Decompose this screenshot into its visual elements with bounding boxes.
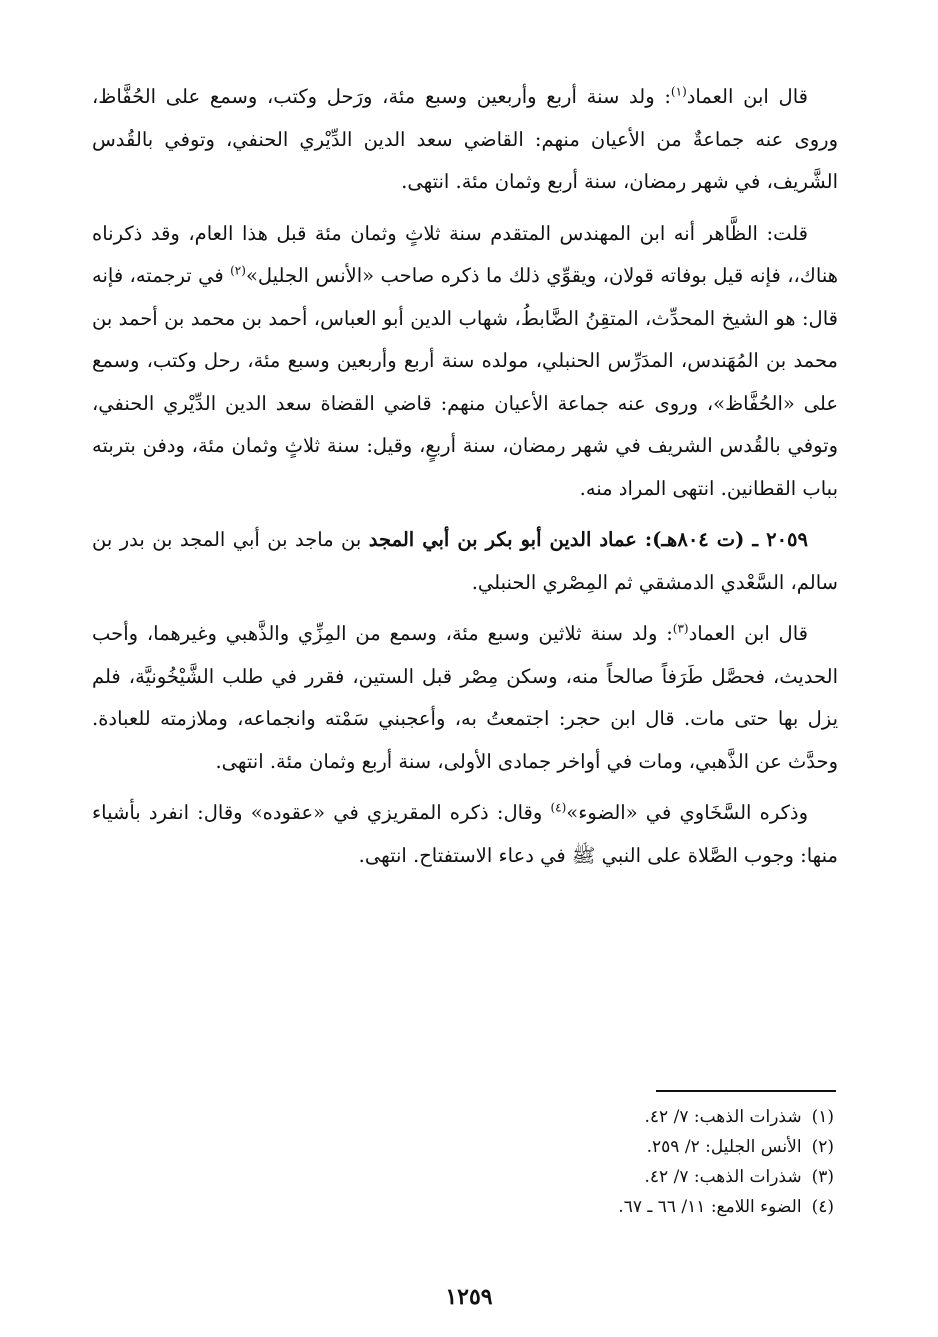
footnote-item [92, 1102, 834, 1132]
paragraph-text: قلت: الظَّاهر أنه ابن المهندس المتقدم سنة ثلاثٍ وثمان مئة قبل هذا العام، وقد ذكرناه هناك،، فإنه قيل بوفاته قولان، ويقوِّي ذلك ما ذكره صاحب «الأنس الجليل» [92, 221, 838, 287]
paragraph-sakhawi [92, 792, 838, 877]
footnotes-list [92, 1102, 834, 1222]
footnote-separator [656, 1090, 836, 1092]
footnote-reference: (٤) [550, 800, 567, 815]
footnote-text: شذرات الذهب: ٧/ ٤٢. [644, 1107, 802, 1127]
footnote-number: (٤) [811, 1197, 834, 1217]
footnote-item [92, 1192, 834, 1222]
footnote-item [92, 1132, 834, 1162]
paragraph-text: : ولد سنة أربع وأربعين وسبع مئة، ورَحل وكتب، وسمع على الحُفَّاظ، وروى عنه جماعةٌ من الأعيان منهم: القاضي سعد الدين الدِّيْري الحنفي، وتوفي بالقُدس الشَّريف، في شهر رمضان، سنة أربع وثمان مئة. انتهى. [92, 85, 838, 193]
entry-title: ٢٠٥٩ ـ (ت ٨٠٤هـ): عماد الدين أبو بكر بن أبي المجد [368, 528, 808, 551]
paragraph-text: قال ابن العماد [688, 622, 808, 645]
footnote-text: شذرات الذهب: ٧/ ٤٢. [644, 1167, 802, 1187]
footnote-text: الضوء اللامع: ١١/ ٦٦ ـ ٦٧. [618, 1197, 802, 1217]
paragraph-text: في ترجمته، فإنه قال: هو الشيخ المحدِّث، المتقِنُ الضَّابطُ، شهاب الدين أبو العباس، أحمد بن محمد بن أحمد بن محمد بن المُهَندس، المدَرِّس الحنبلي، مولده سنة أربع وأربعين وسبع مئة، رحل وكتب، وسمع على «الحُفَّاظ»، وروى عنه جماعة الأعيان منهم: قاضي القضاة سعد الدين الدِّيْري الحنفي، وتوفي بالقُدس الشريف في شهر رمضان، سنة أربعٍ، وقيل: سنة ثلاثٍ وثمان مئة، ودفن بتربته بباب القطانين. انتهى المراد منه. [92, 264, 838, 500]
page-number: ١٢٥٩ [445, 1284, 493, 1310]
paragraph-text: وقال: ذكره المقريزي في «عقوده» وقال: انفرد بأشياء منها: وجوب الصَّلاة على النبي ﷺ في دعاء الاستفتاح. انتهى. [92, 801, 838, 867]
main-text [92, 76, 838, 877]
footnote-number: (٢) [811, 1137, 834, 1157]
paragraph-text: : ولد سنة ثلاثين وسبع مئة، وسمع من المِزِّي والذَّهبي وغيرهما، وأحب الحديث، فحصَّل طَرَفاً صالحاً منه، وسكن مِصْر قبل الستين، فقرر في طلب الشَّيْخُونيَّة، فلم يزل بها حتى مات. قال ابن حجر: اجتمعتُ به، وأعجبني سَمْته وانجماعه، وملازمته للعبادة. وحدَّث عن الذَّهبي، ومات في أواخر جمادى الأولى، سنة أربع وثمان مئة. انتهى. [92, 622, 838, 773]
entry-heading-2059 [92, 519, 838, 604]
footnote-item [92, 1162, 834, 1192]
footnote-reference: (١) [670, 84, 687, 99]
footnote-text: الأنس الجليل: ٢/ ٢٥٩. [646, 1137, 802, 1157]
footnote-number: (١) [811, 1107, 834, 1127]
paragraph-ibn-alimad-1 [92, 76, 838, 204]
footnote-reference: (٢) [230, 263, 246, 278]
footnote-reference: (٣) [672, 621, 689, 636]
entry-lineage: بن ماجد بن أبي المجد بن بدر بن سالم، السَّعْدي الدمشقي ثم المِصْري الحنبلي. [92, 528, 838, 594]
footnote-number: (٣) [811, 1167, 834, 1187]
paragraph-text: قال ابن العماد [686, 85, 808, 108]
paragraph-ibn-alimad-2 [92, 613, 838, 783]
paragraph-author-note [92, 213, 838, 511]
paragraph-text: وذكره السَّخَاوي في «الضوء» [566, 801, 808, 824]
